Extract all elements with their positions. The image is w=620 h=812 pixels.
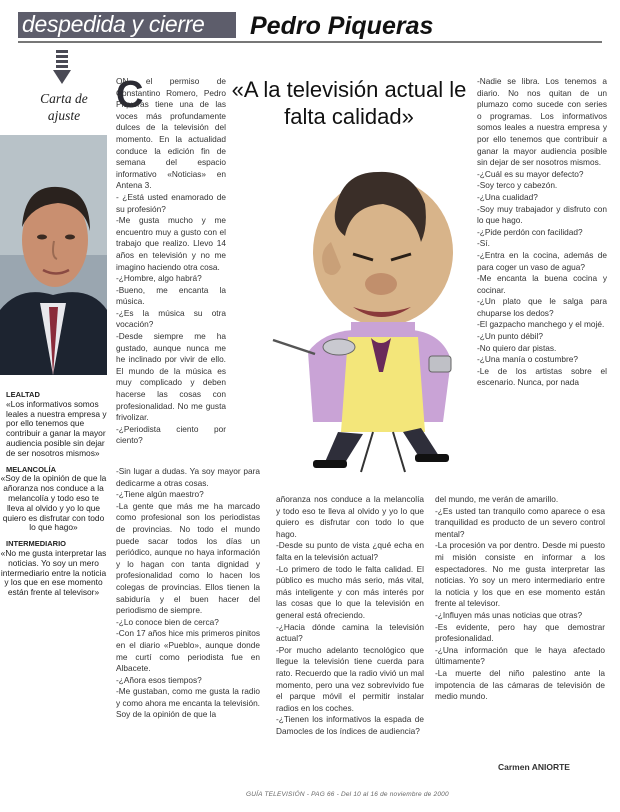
header-divider (18, 41, 602, 43)
sidebar-label: Carta de ajuste (40, 91, 88, 123)
arrow-down-icon (53, 50, 71, 86)
quote-heading: LEALTAD (6, 390, 40, 399)
paragraph: -El gazpacho manchego y el mojé. (477, 319, 605, 330)
paragraph: -¿Influyen más unas noticias que otras? (435, 609, 583, 620)
paragraph: -¿Añora esos tiempos? (116, 674, 202, 685)
paragraph: -No quiero dar pistas. (477, 342, 557, 353)
paragraph: -Desde siempre me ha gustado, aunque nunca me he inclinado por vivir de ello. El mundo de la música es muy complicado y deben hacerse las cosas con profesionalidad. No me gusta frivolizar. (116, 331, 226, 423)
sidebar-quotes (0, 384, 107, 600)
portrait-photo (0, 135, 107, 375)
paragraph: -Me gustaban, como me gusta la radio y como ahora me encanta la televisión. Soy de la opinión de que la (116, 686, 260, 720)
paragraph: -Por mucho adelanto tecnológico que llegue la televisión tiene cuerda para rato. Recuerdo que la radio vivió un mal momento, pero una vez sobrevivido fue el parque móvil el permitir instalar radios en los coches. (276, 644, 424, 713)
article-column-2 (276, 494, 424, 737)
paragraph: -¿Tiene algún maestro? (116, 489, 204, 500)
paragraph: -Sin lugar a dudas. Ya soy mayor para dedicarme a otras cosas. (116, 466, 260, 488)
paragraph: ON el permiso de Constantino Romero, Pedro Piqueras tiene una de las voces más profundamente dulces de la televisión del momento. En la actualidad conduce la edición fin de semana del espacio informativo «Noticias» en Antena 3. (116, 76, 226, 191)
paragraph: -Me encanta la buena cocina y cocinar. (477, 273, 607, 295)
paragraph: -Lo primero de todo le falta calidad. El público es mucho más serio, más vital, más inteligente y con más interés por las cosas que lo que la televisión en general está ofreciendo. (276, 563, 424, 620)
paragraph: -¿Periodista ciento por ciento? (116, 423, 226, 446)
paragraph: -Me gusta mucho y me encuentro muy a gusto con el trabajo que realizo. Llevo 14 años en televisión y no me imagino haciendo otra cosa. (116, 215, 226, 272)
paragraph: -Desde su punto de vista ¿qué echa en falta en la televisión actual? (276, 540, 424, 562)
paragraph: -¿Hacia dónde camina la televisión actual? (276, 621, 424, 644)
paragraph: -¿Cuál es su mayor defecto? (477, 168, 584, 179)
paragraph: -¿Lo conoce bien de cerca? (116, 616, 219, 627)
paragraph: -¿Es la música su otra vocación? (116, 307, 226, 330)
paragraph: -Soy terco y cabezón. (477, 180, 558, 191)
paragraph: -¿Un punto débil? (477, 331, 543, 342)
paragraph: -¿Una información que le haya afectado últimamente? (435, 644, 605, 667)
paragraph: -¿Entra en la cocina, además de para coger un vaso de agua? (477, 249, 607, 272)
page-title: Pedro Piqueras (250, 12, 434, 40)
paragraph: -¿Pide perdón con facilidad? (477, 226, 583, 237)
article-column-1 (116, 76, 226, 447)
paragraph: -Es evidente, pero hay que demostrar profesionalidad. (435, 621, 605, 644)
quote-text: «Soy de la opinión de que la añoranza nos conduce a la melancolía y todo eso te lleva al olvido y yo lo que quiero es disfrutar con todo lo que hago» (0, 473, 107, 533)
paragraph: - ¿Está usted enamorado de su profesión? (116, 191, 226, 214)
article-column-1-lower (116, 466, 260, 721)
page-footer: GUÍA TELEVISIÓN - PAG 66 - Del 10 al 16 de noviembre de 2000 (246, 791, 449, 798)
quote-heading: MELANCOLÍA (6, 464, 56, 474)
drop-cap: C (116, 74, 144, 116)
paragraph: -Bueno, me encanta la música. (116, 284, 226, 307)
paragraph: -¿Es usted tan tranquilo como aparece o esa tranquilidad es producto de un severo control mental? (435, 505, 605, 539)
quote-text: «Los informativos somos leales a nuestra empresa y por ello tenemos que contribuir a ganar la mayor audiencia posible sin dejar de ser nosotros mismos» (6, 398, 107, 458)
article-column-3-lower (435, 494, 605, 703)
author-byline: Carmen ANIORTE (498, 762, 570, 772)
paragraph: -¿Una cualidad? (477, 191, 538, 202)
quote-heading: INTERMEDIARIO (6, 539, 66, 549)
paragraph: -La muerte del niño palestino ante la impotencia de las cámaras de televisión de medio mundo. (435, 667, 605, 702)
headline-quote: «A la televisión actual le falta calidad» (231, 77, 467, 129)
paragraph: -Soy muy trabajador y disfruto con lo que hago. (477, 203, 607, 226)
paragraph: -La procesión va por dentro. Desde mi puesto mi misión consiste en informar a los espectadores. No me gusta interpretar las noticias. Yo soy un mero intermediario entre la noticia y los que en ese momento están frente al televisor. (435, 540, 605, 609)
paragraph: -La gente que más me ha marcado como profesional son los periodistas de provincias. No todo el mundo puede sacar todos los días un periódico, aunque no haya información y lo hagan con tanta dignidad y profesionalidad como lo hacen los colegas de provincias. Ellos tienen la sabiduría y el buen hacer del periodismo de siempre. (116, 500, 260, 616)
paragraph: -¿Un plato que le salga para chuparse los dedos? (477, 296, 607, 318)
article-column-3 (477, 76, 607, 389)
paragraph: -¿Tienen los informativos la espada de Damocles de los índices de audiencia? (276, 714, 424, 736)
quote-text: «No me gusta interpretar las noticias. Yo soy un mero intermediario entre la noticia y los que en ese momento están frente al televisor» (0, 547, 107, 598)
caricature-illustration (253, 132, 473, 477)
paragraph: -Le de los artistas sobre el escenario. Nunca, por nada (477, 365, 607, 388)
paragraph: -¿Una manía o costumbre? (477, 354, 578, 365)
section-title: despedida y cierre (22, 11, 205, 37)
paragraph: -Nadie se libra. Los tenemos a diario. No nos quitan de un plumazo como sucede con series o programas. Los informativos somos leales a nuestra empresa y por ello tenemos que contribuir a ganar la mayor audiencia posible sin dejar de ser nosotros mismos. (477, 76, 607, 168)
paragraph: añoranza nos conduce a la melancolía y todo eso te lleva al olvido y yo lo que quiero es disfrutar con todo lo que hago. (276, 494, 424, 539)
paragraph: del mundo, me verán de amarillo. (435, 494, 559, 504)
paragraph: -¿Hombre, algo habrá? (116, 273, 202, 284)
paragraph: -Con 17 años hice mis primeros pinitos en el diario «Pueblo», aunque donde me curtí como periodista fue en Albacete. (116, 628, 260, 674)
paragraph: -Sí. (477, 238, 490, 249)
